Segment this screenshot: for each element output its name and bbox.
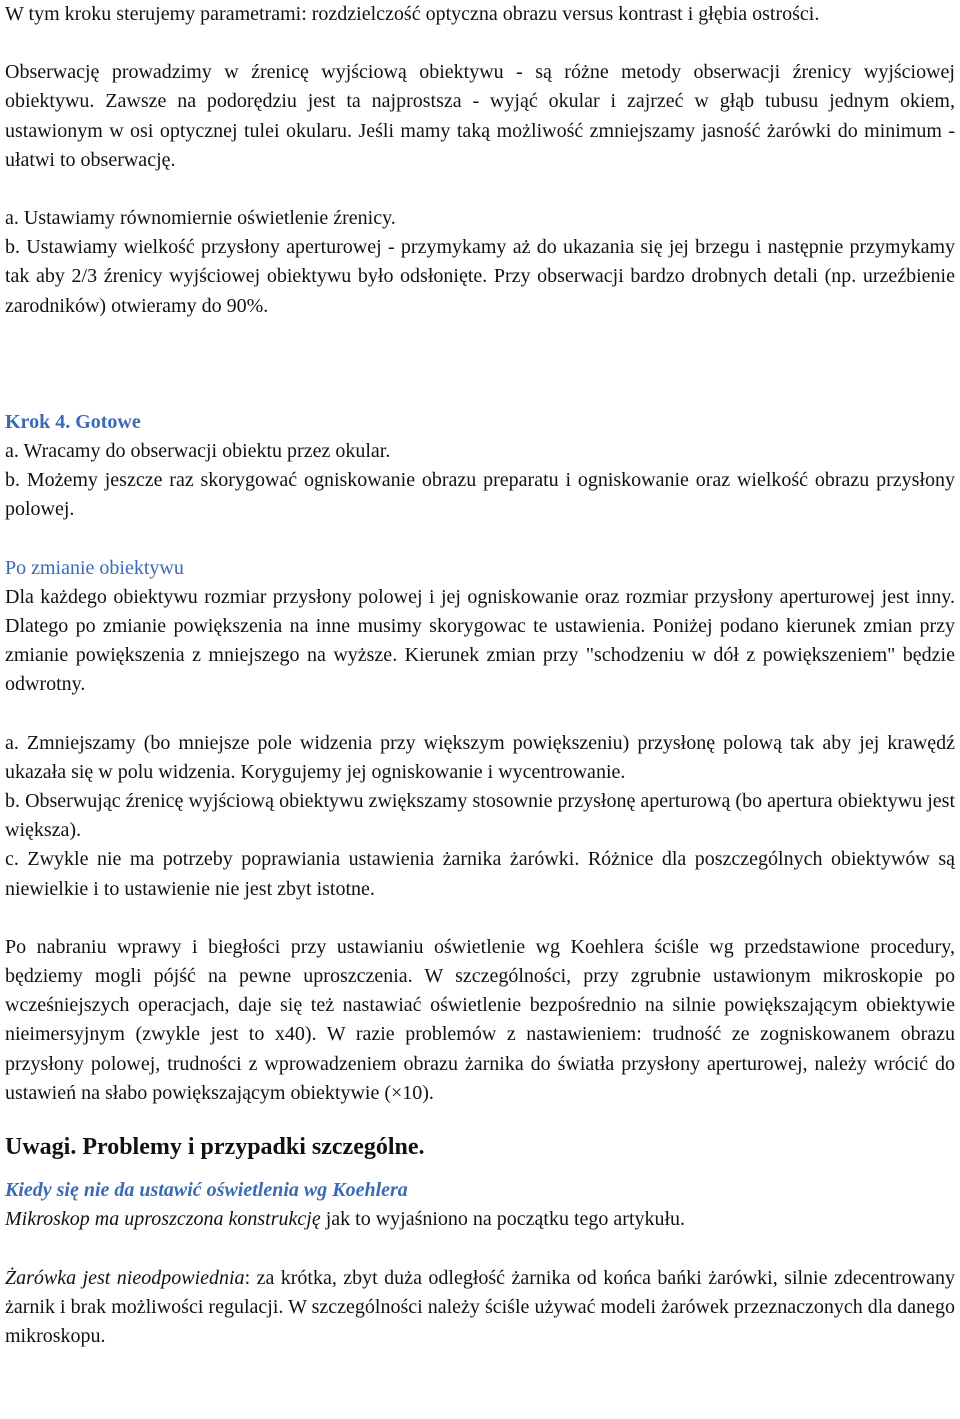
zmiana-b: b. Obserwując źrenicę wyjściową obiektywu zwiększamy stosownie przysłonę aperturową (bo apertura obiektywu jest większa). <box>5 790 955 842</box>
step-a: a. Ustawiamy równomiernie oświetlenie źrenicy. <box>5 207 396 230</box>
document-page <box>5 0 955 1351</box>
zarowka-rest: : za krótka, zbyt duża odległość żarnika od końca bańki żarówki, silnie zdecentrowany żarnik i brak możliwości regulacji. W szczególności należy ściśle używać modeli żarówek przeznaczonych dla danego mikroskopu. <box>5 1266 955 1347</box>
zmiana-c: c. Zwykle nie ma potrzeby poprawiania ustawienia żarnika żarówki. Różnice dla poszczególnych obiektywów są niewielkie i to ustawienie nie jest zbyt istotne. <box>5 848 955 900</box>
zmiana-heading: Po zmianie obiektywu <box>5 556 184 579</box>
intro-line: W tym kroku sterujemy parametrami: rozdzielczość optyczna obrazu versus kontrast i głębia ostrości. <box>5 3 820 25</box>
krok4-b: b. Możemy jeszcze raz skorygować ogniskowanie obrazu preparatu i ogniskowanie oraz wielkość obrazu przysłony polowej. <box>5 469 955 521</box>
wprawa-paragraph: Po nabraniu wprawy i biegłości przy ustawianiu oświetlenie wg Koehlera ściśle wg przedstawione procedury, będziemy mogli pójść na pewne uproszczenia. W szczególności, przy zgrubnie ustawionym mikroskopie po wcześniejszych operacjach, daje się też nastawiać oświetlenie bezpośrednio na silnie powiększającym obiektywie nieimersyjnym (zwykle jest to x40). W razie problemów z nastawieniem: trudność ze zogniskowanem obrazu przysłony polowej, trudności z wprowadzeniem obrazu żarnika do światła przysłony aperturowej, należy wrócić do ustawień na słabo powiększającym obiektywie (×10). <box>5 935 955 1104</box>
zarowka-italic: Żarówka jest nieodpowiednia <box>5 1266 245 1289</box>
zmiana-paragraph: Dla każdego obiektywu rozmiar przysłony polowej i jej ogniskowanie oraz rozmiar przysłony aperturowej jest inny. Dlatego po zmianie powiększenia na inne musimy skorygowac te ustawienia. Poniżej podano kierunek zmian przy zmianie powiększenia z mniejszego na wyższe. Kierunek zmian przy "schodzeniu w dół z powiększeniem" będzie odwrotny. <box>5 585 955 696</box>
step-b: b. Ustawiamy wielkość przysłony aperturowej - przymykamy aż do ukazania się jej brzegu i następnie przymykamy tak aby 2/3 źrenicy wyjściowej obiektywu było odsłonięte. Przy obserwacji bardzo drobnych detali (np. urzeźbienie zarodników) otwieramy do 90%. <box>5 236 955 317</box>
zarowka-paragraph <box>5 1264 955 1352</box>
konstrukcja-rest: jak to wyjaśniono na początku tego artykułu. <box>320 1208 686 1231</box>
konstrukcja-italic: Mikroskop ma uproszczona konstrukcję <box>5 1208 321 1231</box>
konstrukcja-line <box>5 1205 955 1234</box>
intro-paragraph: Obserwację prowadzimy w źrenicę wyjściową obiektywu - są różne metody obserwacji źrenicy wyjściowej obiektywu. Zawsze na podorędziu jest ta najprostsza - wyjąć okular i zajrzeć w głąb tubusu jednym okiem, ustawionym w osi optycznej tulei okularu. Jeśli mamy taką możliwość zmniejszamy jasność żarówki do minimum - ułatwi to obserwację. <box>5 61 955 171</box>
koehler-subheading: Kiedy się nie da ustawić oświetlenia wg Koehlera <box>5 1179 408 1202</box>
uwagi-heading: Uwagi. Problemy i przypadki szczególne. <box>5 1134 425 1161</box>
krok4-heading: Krok 4. Gotowe <box>5 410 141 433</box>
zmiana-a: a. Zmniejszamy (bo mniejsze pole widzenia przy większym powiększeniu) przysłonę polową tak aby jej krawędź ukazała się w polu widzenia. Korygujemy jej ogniskowanie i wycentrowanie. <box>5 731 955 783</box>
krok4-a: a. Wracamy do obserwacji obiektu przez okular. <box>5 440 391 463</box>
